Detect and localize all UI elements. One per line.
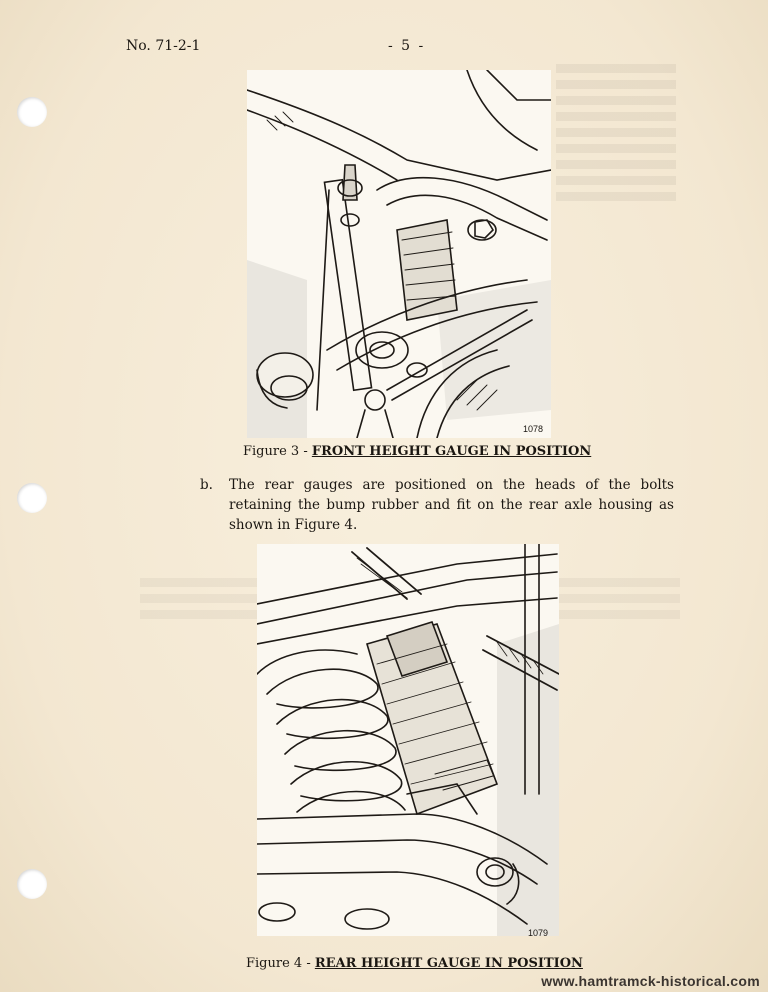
binder-hole-bottom bbox=[17, 869, 47, 899]
binder-hole-middle bbox=[17, 483, 47, 513]
figure-3-caption-prefix: Figure 3 - bbox=[243, 444, 312, 459]
paragraph-text: The rear gauges are positioned on the heads of the bolts retaining the bump rubber and fit on the rear axle housing as shown in Figure 4. bbox=[229, 477, 674, 533]
figure-3-caption bbox=[243, 444, 591, 459]
site-watermark: www.hamtramck-historical.com bbox=[541, 973, 760, 989]
document-number: No. 71-2-1 bbox=[126, 38, 201, 54]
bleed-through-text bbox=[556, 64, 676, 204]
figure-3-caption-title: FRONT HEIGHT GAUGE IN POSITION bbox=[311, 444, 592, 459]
figure-3-illustration bbox=[247, 70, 551, 438]
figure-4-caption-prefix: Figure 4 - bbox=[246, 956, 315, 971]
figure-4-caption-title: REAR HEIGHT GAUGE IN POSITION bbox=[314, 956, 583, 971]
binder-hole-top bbox=[17, 97, 47, 127]
figure-4-caption bbox=[246, 956, 583, 971]
figure-4-plate-number: 1079 bbox=[528, 928, 549, 938]
page-number: - 5 - bbox=[388, 38, 426, 54]
figure-3-plate-number: 1078 bbox=[523, 424, 544, 434]
paragraph-marker: b. bbox=[200, 477, 213, 493]
figure-4-illustration bbox=[257, 544, 559, 936]
